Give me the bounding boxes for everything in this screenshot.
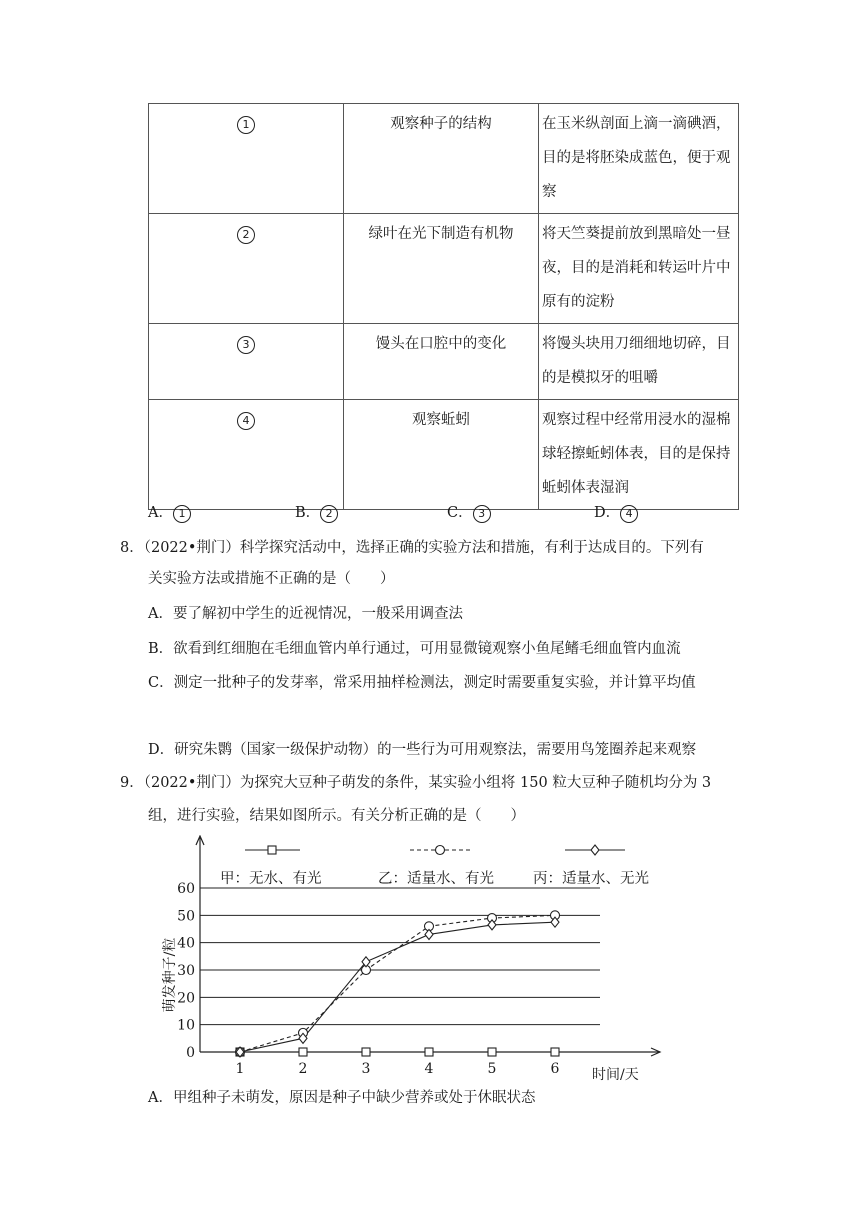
q7-option-c[interactable]: C． 3 (447, 503, 491, 523)
x-tick-label: 3 (361, 1061, 371, 1077)
series-line-3 (240, 922, 555, 1052)
row-number: 2 (237, 226, 255, 244)
x-axis-label: 时间/天 (592, 1067, 639, 1083)
y-tick-label: 60 (177, 881, 195, 897)
q8-option-b[interactable]: B．欲看到红细胞在毛细血管内单行通过，可用显微镜观察小鱼尾鳍毛细血管内血流 (148, 641, 681, 657)
option-number: 3 (473, 505, 491, 523)
experiment-name: 观察蚯蚓 (344, 400, 539, 510)
legend-label: 甲：无水、有光 (220, 871, 322, 887)
q8-option-d[interactable]: D．研究朱鹮（国家一级保护动物）的一些行为可用观察法，需要用鸟笼圈养起来观察 (148, 742, 697, 758)
experiment-name: 绿叶在光下制造有机物 (344, 214, 539, 324)
table-row (149, 104, 739, 214)
x-tick-label: 1 (235, 1061, 245, 1077)
experiment-note: 将天竺葵提前放到黑暗处一昼夜，目的是消耗和转运叶片中原有的淀粉 (539, 214, 739, 324)
legend-label: 丙：适量水、无光 (533, 871, 649, 887)
legend-label: 乙：适量水、有光 (378, 871, 494, 887)
y-axis-label: 萌发种子/粒 (162, 937, 178, 1013)
y-tick-label: 20 (177, 990, 195, 1007)
q7-option-b[interactable]: B． 2 (295, 503, 338, 523)
q8-option-a[interactable]: A．要了解初中学生的近视情况，一般采用调查法 (148, 606, 463, 622)
series-line-2 (240, 915, 555, 1052)
q8-stem-line1: 8．（2022•荆门）科学探究活动中，选择正确的实验方法和措施，有利于达成目的。下列有 (120, 540, 704, 556)
option-number: 1 (173, 505, 191, 523)
q9-stem-line2: 组，进行实验，结果如图所示。有关分析正确的是（ ） (148, 808, 525, 824)
x-tick-label: 4 (424, 1061, 434, 1077)
experiment-name: 观察种子的结构 (344, 104, 539, 214)
y-tick-label: 50 (177, 908, 195, 925)
experiment-note: 在玉米纵剖面上滴一滴碘酒，目的是将胚染成蓝色，便于观察 (539, 104, 739, 214)
experiment-name: 馒头在口腔中的变化 (344, 324, 539, 400)
y-tick-label: 0 (186, 1045, 195, 1061)
data-point-series-3 (425, 929, 433, 939)
row-number: 3 (237, 336, 255, 354)
data-point-series-1 (488, 1048, 496, 1056)
legend-marker (591, 845, 599, 855)
q9-stem-line1: 9．（2022•荆门）为探究大豆种子萌发的条件，某实验小组将 150 粒大豆种子随机均分为 3 (120, 775, 712, 791)
row-number: 1 (237, 116, 255, 134)
table-row (149, 214, 739, 324)
experiment-note: 观察过程中经常用浸水的湿棉球轻擦蚯蚓体表，目的是保持蚯蚓体表湿润 (539, 400, 739, 510)
table-row (149, 324, 739, 400)
legend-marker (436, 846, 445, 855)
data-point-series-1 (551, 1048, 559, 1056)
x-tick-label: 6 (550, 1061, 560, 1077)
data-point-series-1 (299, 1048, 307, 1056)
experiment-note: 将馒头块用刀细细地切碎，目的是模拟牙的咀嚼 (539, 324, 739, 400)
table-row (149, 400, 739, 510)
germination-chart (160, 835, 670, 1090)
q8-option-c[interactable]: C．测定一批种子的发芽率，常采用抽样检测法，测定时需要重复实验，并计算平均值 (148, 675, 696, 691)
legend-marker (268, 846, 276, 854)
y-tick-label: 40 (177, 935, 195, 952)
q7-option-a[interactable]: A． 1 (148, 503, 191, 523)
q7-option-d[interactable]: D． 4 (594, 503, 638, 523)
data-point-series-1 (425, 1048, 433, 1056)
x-tick-label: 2 (298, 1061, 308, 1077)
x-tick-label: 5 (487, 1061, 497, 1077)
y-tick-label: 30 (177, 963, 195, 979)
q9-option-a[interactable]: A．甲组种子未萌发，原因是种子中缺少营养或处于休眠状态 (148, 1090, 536, 1106)
experiment-table (148, 103, 739, 510)
data-point-series-1 (362, 1048, 370, 1056)
option-number: 2 (320, 505, 338, 523)
q8-stem-line2: 关实验方法或措施不正确的是（ ） (148, 571, 395, 587)
option-number: 4 (620, 505, 638, 523)
row-number: 4 (237, 412, 255, 430)
y-tick-label: 10 (177, 1017, 195, 1034)
